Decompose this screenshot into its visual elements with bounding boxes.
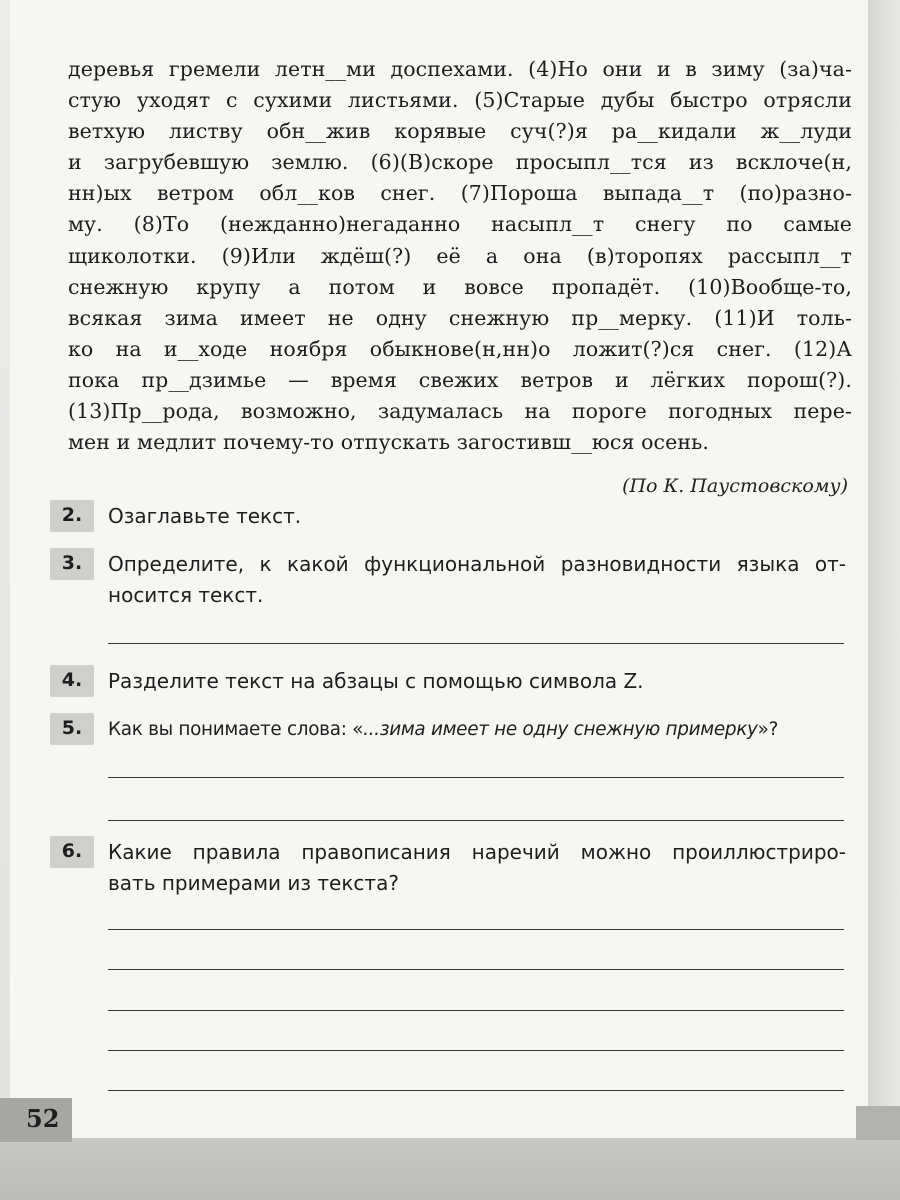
task-line: Определите, к какой функциональной разновидности языка от- xyxy=(108,552,846,576)
passage-line: ветхую листву обн__жив корявые суч(?)я ра__кидали ж__луди xyxy=(68,119,852,144)
task-prompt xyxy=(108,714,846,745)
page-number: 52 xyxy=(26,1104,60,1133)
task-line: Разделите текст на абзацы с помощью символа Z. xyxy=(108,669,644,693)
answer-line[interactable] xyxy=(108,1090,844,1091)
answer-line[interactable] xyxy=(108,929,844,930)
page-bottom-edge xyxy=(0,1138,900,1200)
task-line: носится текст. xyxy=(108,583,264,607)
task-prompt xyxy=(108,549,846,611)
answer-line[interactable] xyxy=(108,1050,844,1051)
task-line: Какие правила правописания наречий можно проиллюстриро- xyxy=(108,840,846,864)
answer-line[interactable] xyxy=(108,1010,844,1011)
passage-line: снежную крупу а потом и вовсе пропадёт. (10)Вообще-то, xyxy=(68,274,852,299)
passage-line: му. (8)То (нежданно)негаданно насыпл__т снегу по самые xyxy=(68,212,852,237)
task-prompt xyxy=(108,837,846,899)
right-footer-bar xyxy=(856,1106,900,1140)
task-number-badge: 4. xyxy=(50,665,94,697)
passage-line: нн)ых ветром обл__ков снег. (7)Пороша выпада__т (по)разно- xyxy=(68,181,852,206)
passage-line: щиколотки. (9)Или ждёш(?) её а она (в)торопях рассыпл__т xyxy=(68,243,852,268)
passage-line: и загрубевшую землю. (6)(В)скоре просыпл__тся из всклоче(н, xyxy=(68,150,852,175)
passage-text xyxy=(68,54,852,458)
answer-line[interactable] xyxy=(108,969,844,970)
answer-line[interactable] xyxy=(108,643,844,644)
passage-line: пока пр__дзимье — время свежих ветров и лёгких порош(?). xyxy=(68,367,852,392)
answer-line[interactable] xyxy=(108,820,844,821)
task-number-badge: 3. xyxy=(50,548,94,580)
passage-line: ко на и__ходе ноября обыкнове(н,нн)о ложит(?)ся снег. (12)А xyxy=(68,336,852,361)
task-number-badge: 5. xyxy=(50,713,94,745)
task-line: вать примерами из текста? xyxy=(108,871,399,895)
quote-suffix: »? xyxy=(757,719,779,740)
next-page-edge xyxy=(868,0,900,1138)
passage-line: всякая зима имеет не одну снежную пр__мерку. (11)И толь- xyxy=(68,305,852,330)
passage-line: стую уходят с сухими листьями. (5)Старые дубы быстро отрясли xyxy=(68,88,852,113)
passage-line: мен и медлит почему-то отпускать загостивш__юся осень. xyxy=(68,430,709,455)
task-line: Озаглавьте текст. xyxy=(108,504,302,528)
task-number-badge: 6. xyxy=(50,836,94,868)
passage-line: деревья гремели летн__ми доспехами. (4)Но они и в зиму (за)ча- xyxy=(68,57,852,81)
quote-prefix: Как вы понимаете слова: « xyxy=(108,719,364,740)
task-prompt xyxy=(108,501,846,532)
passage-attribution: (По К. Паустовскому) xyxy=(622,475,848,497)
quoted-phrase: ...зима имеет не одну снежную примерку xyxy=(363,719,758,740)
task-prompt xyxy=(108,666,846,697)
task-number-badge: 2. xyxy=(50,500,94,532)
passage-line: (13)Пр__рода, возможно, задумалась на пороге погодных пере- xyxy=(68,399,852,424)
task-line xyxy=(108,714,846,745)
answer-line[interactable] xyxy=(108,777,844,778)
